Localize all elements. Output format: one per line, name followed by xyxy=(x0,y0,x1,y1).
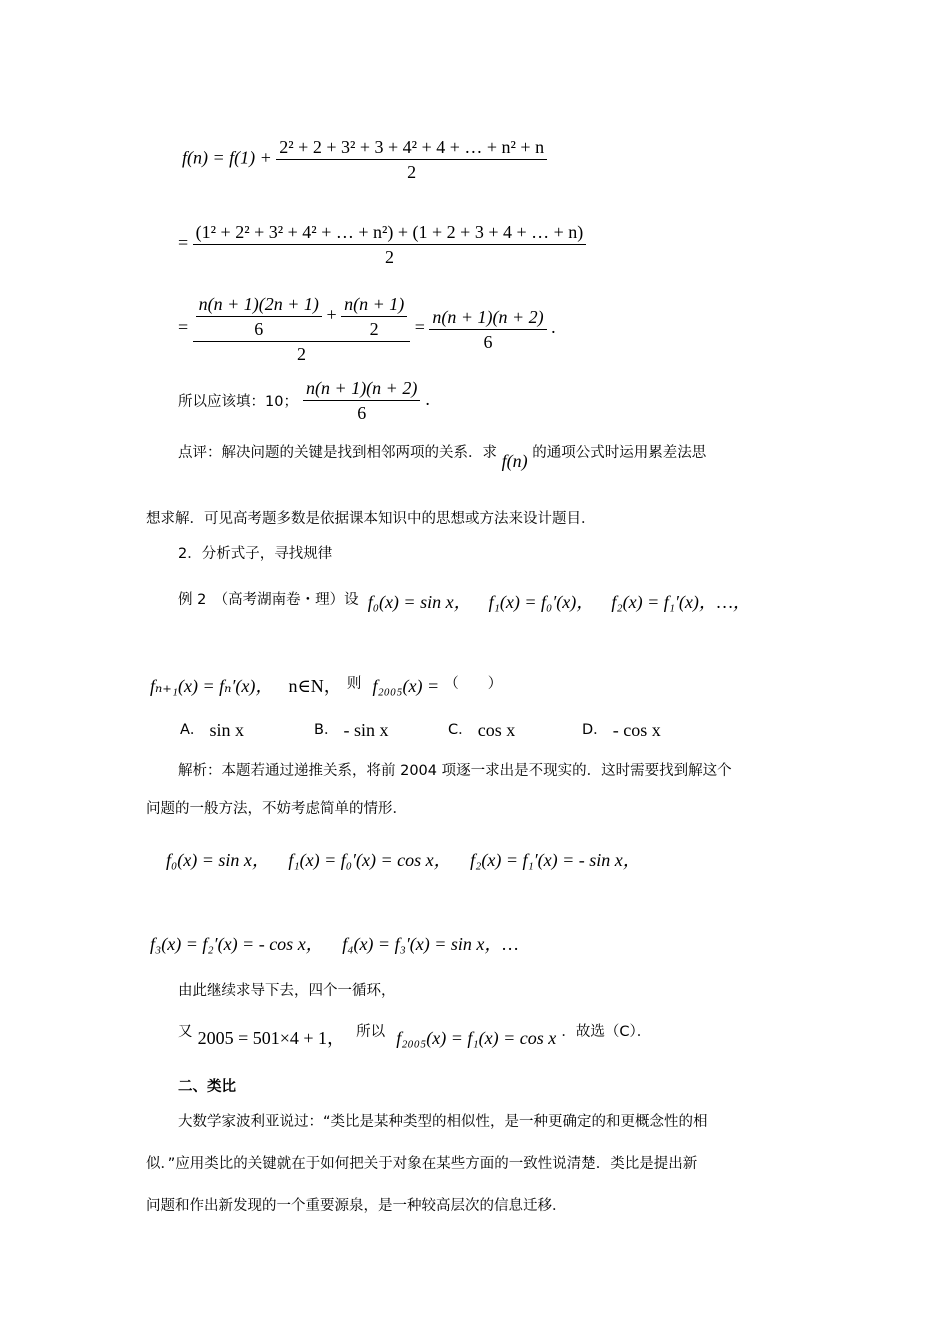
eq3-inner-fraction-1 xyxy=(196,292,322,341)
example2-f1: f₁(x) = f₀′(x)， xyxy=(488,592,595,612)
equation-3 xyxy=(178,292,556,366)
para-line-3: 问题和作出新发现的一个重要源泉，是一种较高层次的信息迁移． xyxy=(146,1198,567,1214)
final-line xyxy=(178,1016,652,1048)
example2-f0: f₀(x) = sin x， xyxy=(367,592,472,612)
option-b-value: - sin x xyxy=(343,720,389,740)
comment-line-1 xyxy=(178,441,707,471)
example2-n-in-N: n∈N， xyxy=(288,676,342,696)
option-d-label: D． xyxy=(582,722,608,738)
eq1-fraction xyxy=(276,135,547,184)
eq2-fraction xyxy=(193,220,587,269)
example2-f2: f₂(x) = f₁′(x)，…， xyxy=(611,592,751,612)
example2-paren: （ ） xyxy=(444,676,503,692)
derive2-b: f₄(x) = f₃′(x) = sin x，… xyxy=(342,934,519,954)
example2-line-1 xyxy=(178,584,751,610)
derivation-line-2 xyxy=(150,930,518,956)
fill-denominator: 6 xyxy=(357,403,367,423)
eq3-outer-denominator: 2 xyxy=(296,344,306,364)
equation-2 xyxy=(178,220,586,269)
eq3-inner1-numerator: n(n + 1)(2n + 1) xyxy=(196,292,322,317)
fill-numerator: n(n + 1)(n + 2) xyxy=(303,376,420,401)
para-line-1: 大数学家波利亚说过：“类比是某种类型的相似性，是一种更确定的和更概念性的相 xyxy=(178,1114,708,1130)
derive1-a: f₀(x) = sin x， xyxy=(166,850,270,870)
eq3-result-denominator: 6 xyxy=(483,331,493,352)
eq3-plus: + xyxy=(326,304,337,325)
comment-part-2: 的通项公式时运用累差法思 xyxy=(532,445,707,461)
eq2-denominator: 2 xyxy=(384,247,394,267)
eq3-inner2-numerator: n(n + 1) xyxy=(341,292,407,317)
final-so: 所以 xyxy=(356,1024,386,1040)
section-heading-analogy: 二、类比 xyxy=(178,1079,236,1095)
example2-f2005: f₂₀₀₅(x) = xyxy=(372,676,440,696)
eq3-inner-fraction-2 xyxy=(341,292,407,341)
eq3-outer-numerator xyxy=(193,292,411,342)
option-c-value: cos x xyxy=(477,720,516,740)
option-a-label: A． xyxy=(180,722,205,738)
comment-line-2: 想求解．可见高考题多数是依据课本知识中的思想或方法来设计题目． xyxy=(146,511,596,527)
derive1-b: f₁(x) = f₀′(x) = cos x， xyxy=(288,850,452,870)
option-d-value: - cos x xyxy=(612,720,661,740)
eq3-result-numerator: n(n + 1)(n + 2) xyxy=(429,305,546,330)
cycle-note: 由此继续求导下去，四个一循环， xyxy=(178,983,396,999)
eq3-outer-fraction xyxy=(193,292,411,366)
fill-answer-line xyxy=(178,376,430,425)
eq3-tail: . xyxy=(551,317,556,338)
option-b-label: B． xyxy=(314,722,339,738)
subsection-heading: 2．分析式子，寻找规律 xyxy=(178,546,333,562)
analysis-line-2: 问题的一般方法，不妨考虑简单的情形． xyxy=(146,801,407,817)
fill-tail: . xyxy=(425,389,430,409)
eq1-denominator: 2 xyxy=(407,162,417,182)
example2-line-2 xyxy=(150,668,502,694)
example2-then: 则 xyxy=(346,676,362,692)
derive1-c: f₂(x) = f₁′(x) = - sin x， xyxy=(470,850,641,870)
derivation-line-1 xyxy=(166,846,641,872)
option-d xyxy=(582,718,661,739)
eq1-lhs: f(n) = f(1) + xyxy=(182,147,272,168)
final-tail: ．故选（C）． xyxy=(561,1024,652,1040)
eq3-inner1-denominator: 6 xyxy=(254,319,264,339)
eq1-numerator: 2² + 2 + 3² + 3 + 4² + 4 + … + n² + n xyxy=(276,135,547,160)
option-b xyxy=(314,718,389,739)
equation-1 xyxy=(182,135,547,184)
eq3-lead: = xyxy=(178,317,189,338)
fill-fraction xyxy=(303,376,420,425)
derive2-a: f₃(x) = f₂′(x) = - cos x， xyxy=(150,934,324,954)
fill-text: 所以应该填：10； xyxy=(178,394,298,410)
eq3-result-fraction xyxy=(429,305,546,354)
example2-label: 例 2 （高考湖南卷・理）设 xyxy=(178,592,359,608)
eq3-inner2-denominator: 2 xyxy=(369,319,379,339)
eq2-lead: = xyxy=(178,232,189,253)
option-c xyxy=(448,718,515,739)
comment-fn: f(n) xyxy=(501,451,528,471)
para-line-2: 似．”应用类比的关键就在于如何把关于对象在某些方面的一致性说清楚．类比是提出新 xyxy=(146,1156,698,1172)
comment-part-1: 点评：解决问题的关键是找到相邻两项的关系．求 xyxy=(178,445,497,461)
analysis-line-1: 解析：本题若通过递推关系，将前 2004 项逐一求出是不现实的．这时需要找到解这个 xyxy=(178,763,732,779)
final-pre: 又 xyxy=(178,1024,193,1040)
eq2-numerator: (1² + 2² + 3² + 4² + … + n²) + (1 + 2 + 3 + 4 + … + n) xyxy=(193,220,587,245)
option-a xyxy=(180,718,244,739)
option-c-label: C． xyxy=(448,722,473,738)
eq3-equals: = xyxy=(414,317,425,338)
example2-fn1: fₙ₊₁(x) = fₙ′(x)， xyxy=(150,676,274,696)
option-a-value: sin x xyxy=(209,720,245,740)
final-eq: 2005 = 501×4 + 1， xyxy=(197,1028,346,1048)
final-result: f₂₀₀₅(x) = f₁(x) = cos x xyxy=(396,1028,557,1048)
